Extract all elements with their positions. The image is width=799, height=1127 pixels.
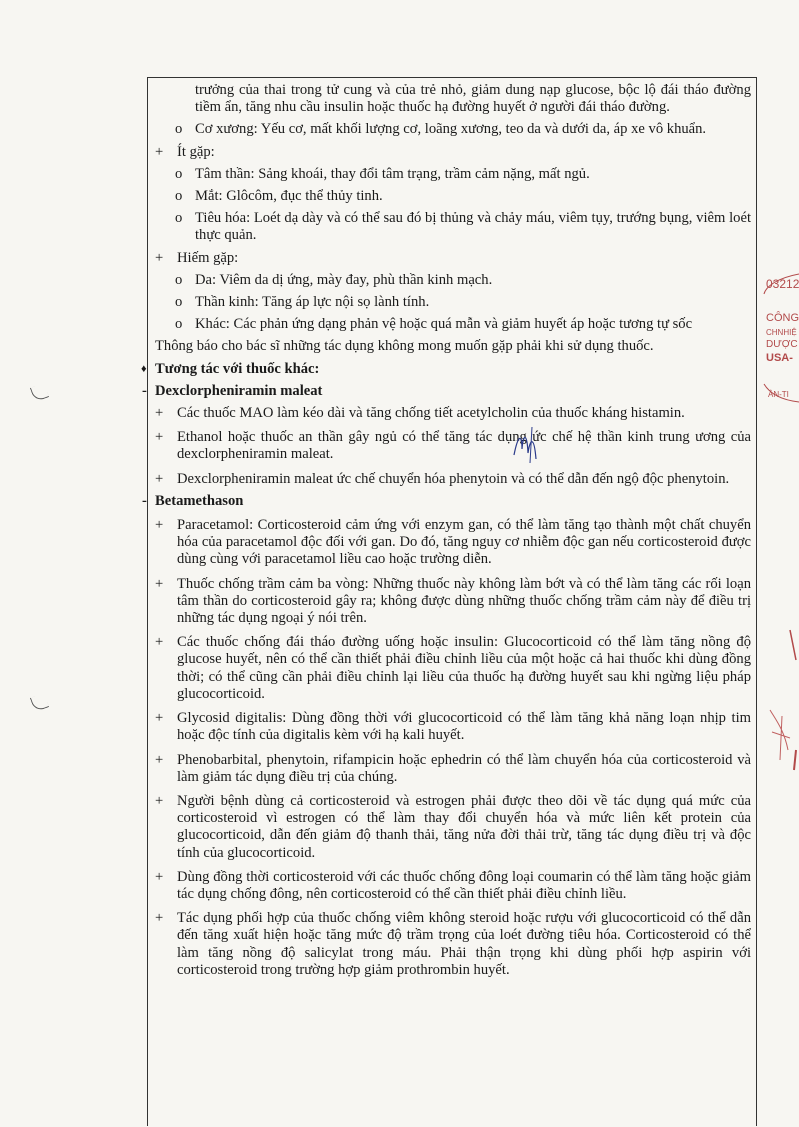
circle-bullet-icon: o [175, 165, 183, 182]
paragraph [155, 294, 751, 311]
dash-bullet-icon: - [142, 382, 147, 399]
plus-bullet-icon: + [155, 429, 164, 446]
paragraph [155, 910, 751, 979]
stamp-text: USA- [766, 352, 793, 364]
paragraph [155, 316, 751, 333]
section-heading [141, 360, 751, 378]
margin-scribble [760, 620, 799, 780]
plus-bullet-icon: + [155, 405, 164, 422]
company-stamp [760, 270, 799, 420]
paragraph [155, 338, 751, 355]
paragraph-text: Ít gặp: [177, 143, 215, 160]
paragraph [155, 471, 751, 488]
paragraph-text: Dexclorpheniramin maleat [155, 382, 323, 399]
plus-bullet-icon: + [155, 249, 164, 266]
punch-hole-mark [30, 693, 49, 712]
paragraph-text: Tâm thần: Sảng khoái, thay đổi tâm trạng, trầm cảm nặng, mất ngủ. [195, 165, 590, 182]
paragraph-text: Tiêu hóa: Loét dạ dày và có thể sau đó bị thủng và chảy máu, viêm tụy, trướng bụng, viêm loét thực quản. [195, 210, 751, 244]
paragraph-text: Thần kinh: Tăng áp lực nội sọ lành tính. [195, 294, 430, 311]
plus-bullet-icon: + [155, 470, 164, 487]
plus-bullet-icon: + [155, 868, 164, 885]
paragraph-text: Khác: Các phản ứng dạng phản vệ hoặc quá mẫn và giảm huyết áp hoặc tương tự sốc [195, 316, 693, 333]
paragraph [155, 405, 751, 422]
plus-bullet-icon: + [155, 143, 164, 160]
paragraph-text: Cơ xương: Yếu cơ, mất khối lượng cơ, loãng xương, teo da và dưới da, áp xe vô khuẩn. [195, 121, 707, 138]
paragraph [155, 793, 751, 862]
paragraph [155, 166, 751, 183]
paragraph [155, 576, 751, 628]
paragraph [155, 634, 751, 703]
plus-bullet-icon: + [155, 575, 164, 592]
paragraph-text: Dùng đồng thời corticosteroid với các thuốc chống đông loại coumarin có thể làm tăng hoặc giảm tác dụng chống đông, nên corticosteroid có thể cần thiết phải điều chỉnh liều. [177, 868, 751, 902]
circle-bullet-icon: o [175, 188, 183, 205]
plus-bullet-icon: + [155, 710, 164, 727]
stamp-text: ÂN-TI [768, 390, 789, 399]
paragraph-text: Ethanol hoặc thuốc an thần gây ngủ có thể tăng tác dụng ức chế hệ thần kinh trung ương của dexclorpheniramin maleat. [177, 429, 751, 463]
plus-bullet-icon: + [155, 910, 164, 927]
paragraph [155, 429, 751, 463]
dash-bullet-icon: - [142, 492, 147, 509]
paragraph [155, 517, 751, 569]
paragraph [155, 250, 751, 267]
circle-bullet-icon: o [175, 316, 183, 333]
paragraph-text: Tác dụng phối hợp của thuốc chống viêm không steroid hoặc rượu với glucocorticoid có thể dẫn đến tăng xuất hiện hoặc tăng mức độ trầm trọng của loét đường tiêu hóa. Corticosteroid có thể làm tăng nồng độ salicylat trong máu. Phải thận trọng khi dùng phối hợp aspirin với corticosteroid trong trường hợp giảm prothrombin huyết. [177, 910, 751, 978]
circle-bullet-icon: o [175, 271, 183, 288]
stamp-text: CÔNG [766, 312, 799, 324]
paragraph-text: trưởng của thai trong tử cung và của trẻ nhỏ, giảm dung nạp glucose, bộc lộ đái tháo đường tiềm ẩn, tăng nhu cầu insulin hoặc thuốc hạ đường huyết ở người đái tháo đường. [195, 82, 751, 116]
paragraph-text: Betamethason [155, 492, 244, 509]
document-body [141, 82, 751, 979]
paragraph-text: Glycosid digitalis: Dùng đồng thời với glucocorticoid có thể làm tăng khả năng loạn nhịp tim hoặc độc tính của digitalis kèm với hạ kali huyết. [177, 710, 751, 744]
plus-bullet-icon: + [155, 792, 164, 809]
stamp-text: 03212 [766, 277, 799, 291]
plus-bullet-icon: + [155, 634, 164, 651]
paragraph-text: Thông báo cho bác sĩ những tác dụng không mong muốn gặp phải khi sử dụng thuốc. [155, 338, 654, 355]
stamp-text: DƯỢC [766, 339, 798, 350]
paragraph-text: Các thuốc chống đái tháo đường uống hoặc insulin: Glucocorticoid có thể làm tăng nồng độ glucose huyết, nên có thể cần thiết phải điều chỉnh liều của một hoặc cả hai thuốc khi dùng đồng thời; có thể cũng cần phải điều chỉnh lại liều của thuốc hạ đường huyết sau khi ngừng liệu pháp glucocorticoid. [177, 634, 751, 702]
section-heading [142, 382, 751, 400]
paragraph [155, 272, 751, 289]
paragraph-text: Paracetamol: Corticosteroid cảm ứng với enzym gan, có thể làm tăng tạo thành một chất chuyển hóa của paracetamol độc đối với gan. Do đó, tăng nguy cơ nhiễm độc gan nếu corticosteroid được dùng cùng với paracetamol liều cao hoặc trường diễn. [177, 517, 751, 568]
paragraph [155, 710, 751, 744]
stamp-text: CHNHIỆ [766, 328, 797, 337]
circle-bullet-icon: o [175, 294, 183, 311]
paragraph [155, 752, 751, 786]
plus-bullet-icon: + [155, 517, 164, 534]
paragraph [155, 188, 751, 205]
paragraph [155, 144, 751, 161]
diamond-bullet-icon: ♦ [141, 362, 147, 375]
paragraph-text: Các thuốc MAO làm kéo dài và tăng chống tiết acetylcholin của thuốc kháng histamin. [177, 405, 685, 422]
plus-bullet-icon: + [155, 751, 164, 768]
paragraph [155, 869, 751, 903]
paragraph [155, 82, 751, 116]
paragraph [155, 121, 751, 138]
punch-hole-mark [30, 383, 49, 402]
paragraph-text: Người bệnh dùng cả corticosteroid và estrogen phải được theo dõi về tác dụng quá mức của corticosteroid vì estrogen có thể làm thay đổi chuyển hóa và mức liên kết protein của glucocorticoid, dẫn đến giảm độ thanh thải, tăng nửa đời thải trừ, tăng tác dụng điều trị và độc tính của glucocorticoid. [177, 792, 751, 861]
paragraph-text: Phenobarbital, phenytoin, rifampicin hoặc ephedrin có thể làm chuyển hóa của corticosteroid và làm giảm tác dụng điều trị của chúng. [177, 751, 751, 785]
circle-bullet-icon: o [175, 210, 183, 227]
paragraph-text: Dexclorpheniramin maleat ức chế chuyển hóa phenytoin và có thể dẫn đến ngộ độc phenytoin. [177, 470, 730, 487]
paragraph-text: Mắt: Glôcôm, đục thể thủy tinh. [195, 188, 383, 205]
paragraph-text: Thuốc chống trầm cảm ba vòng: Những thuốc này không làm bớt và có thể làm tăng các rối loạn tâm thần do corticosteroid gây ra; không được dùng những thuốc chống trầm cảm này để điều trị những tác dụng ngoại ý nói trên. [177, 575, 751, 627]
section-heading [142, 492, 751, 510]
circle-bullet-icon: o [175, 121, 183, 138]
paragraph-text: Da: Viêm da dị ứng, mày đay, phù thần kinh mạch. [195, 271, 493, 288]
paragraph-text: Tương tác với thuốc khác: [155, 360, 320, 377]
paragraph-text: Hiếm gặp: [177, 249, 239, 266]
signature-mark [510, 425, 540, 465]
paragraph [155, 210, 751, 244]
